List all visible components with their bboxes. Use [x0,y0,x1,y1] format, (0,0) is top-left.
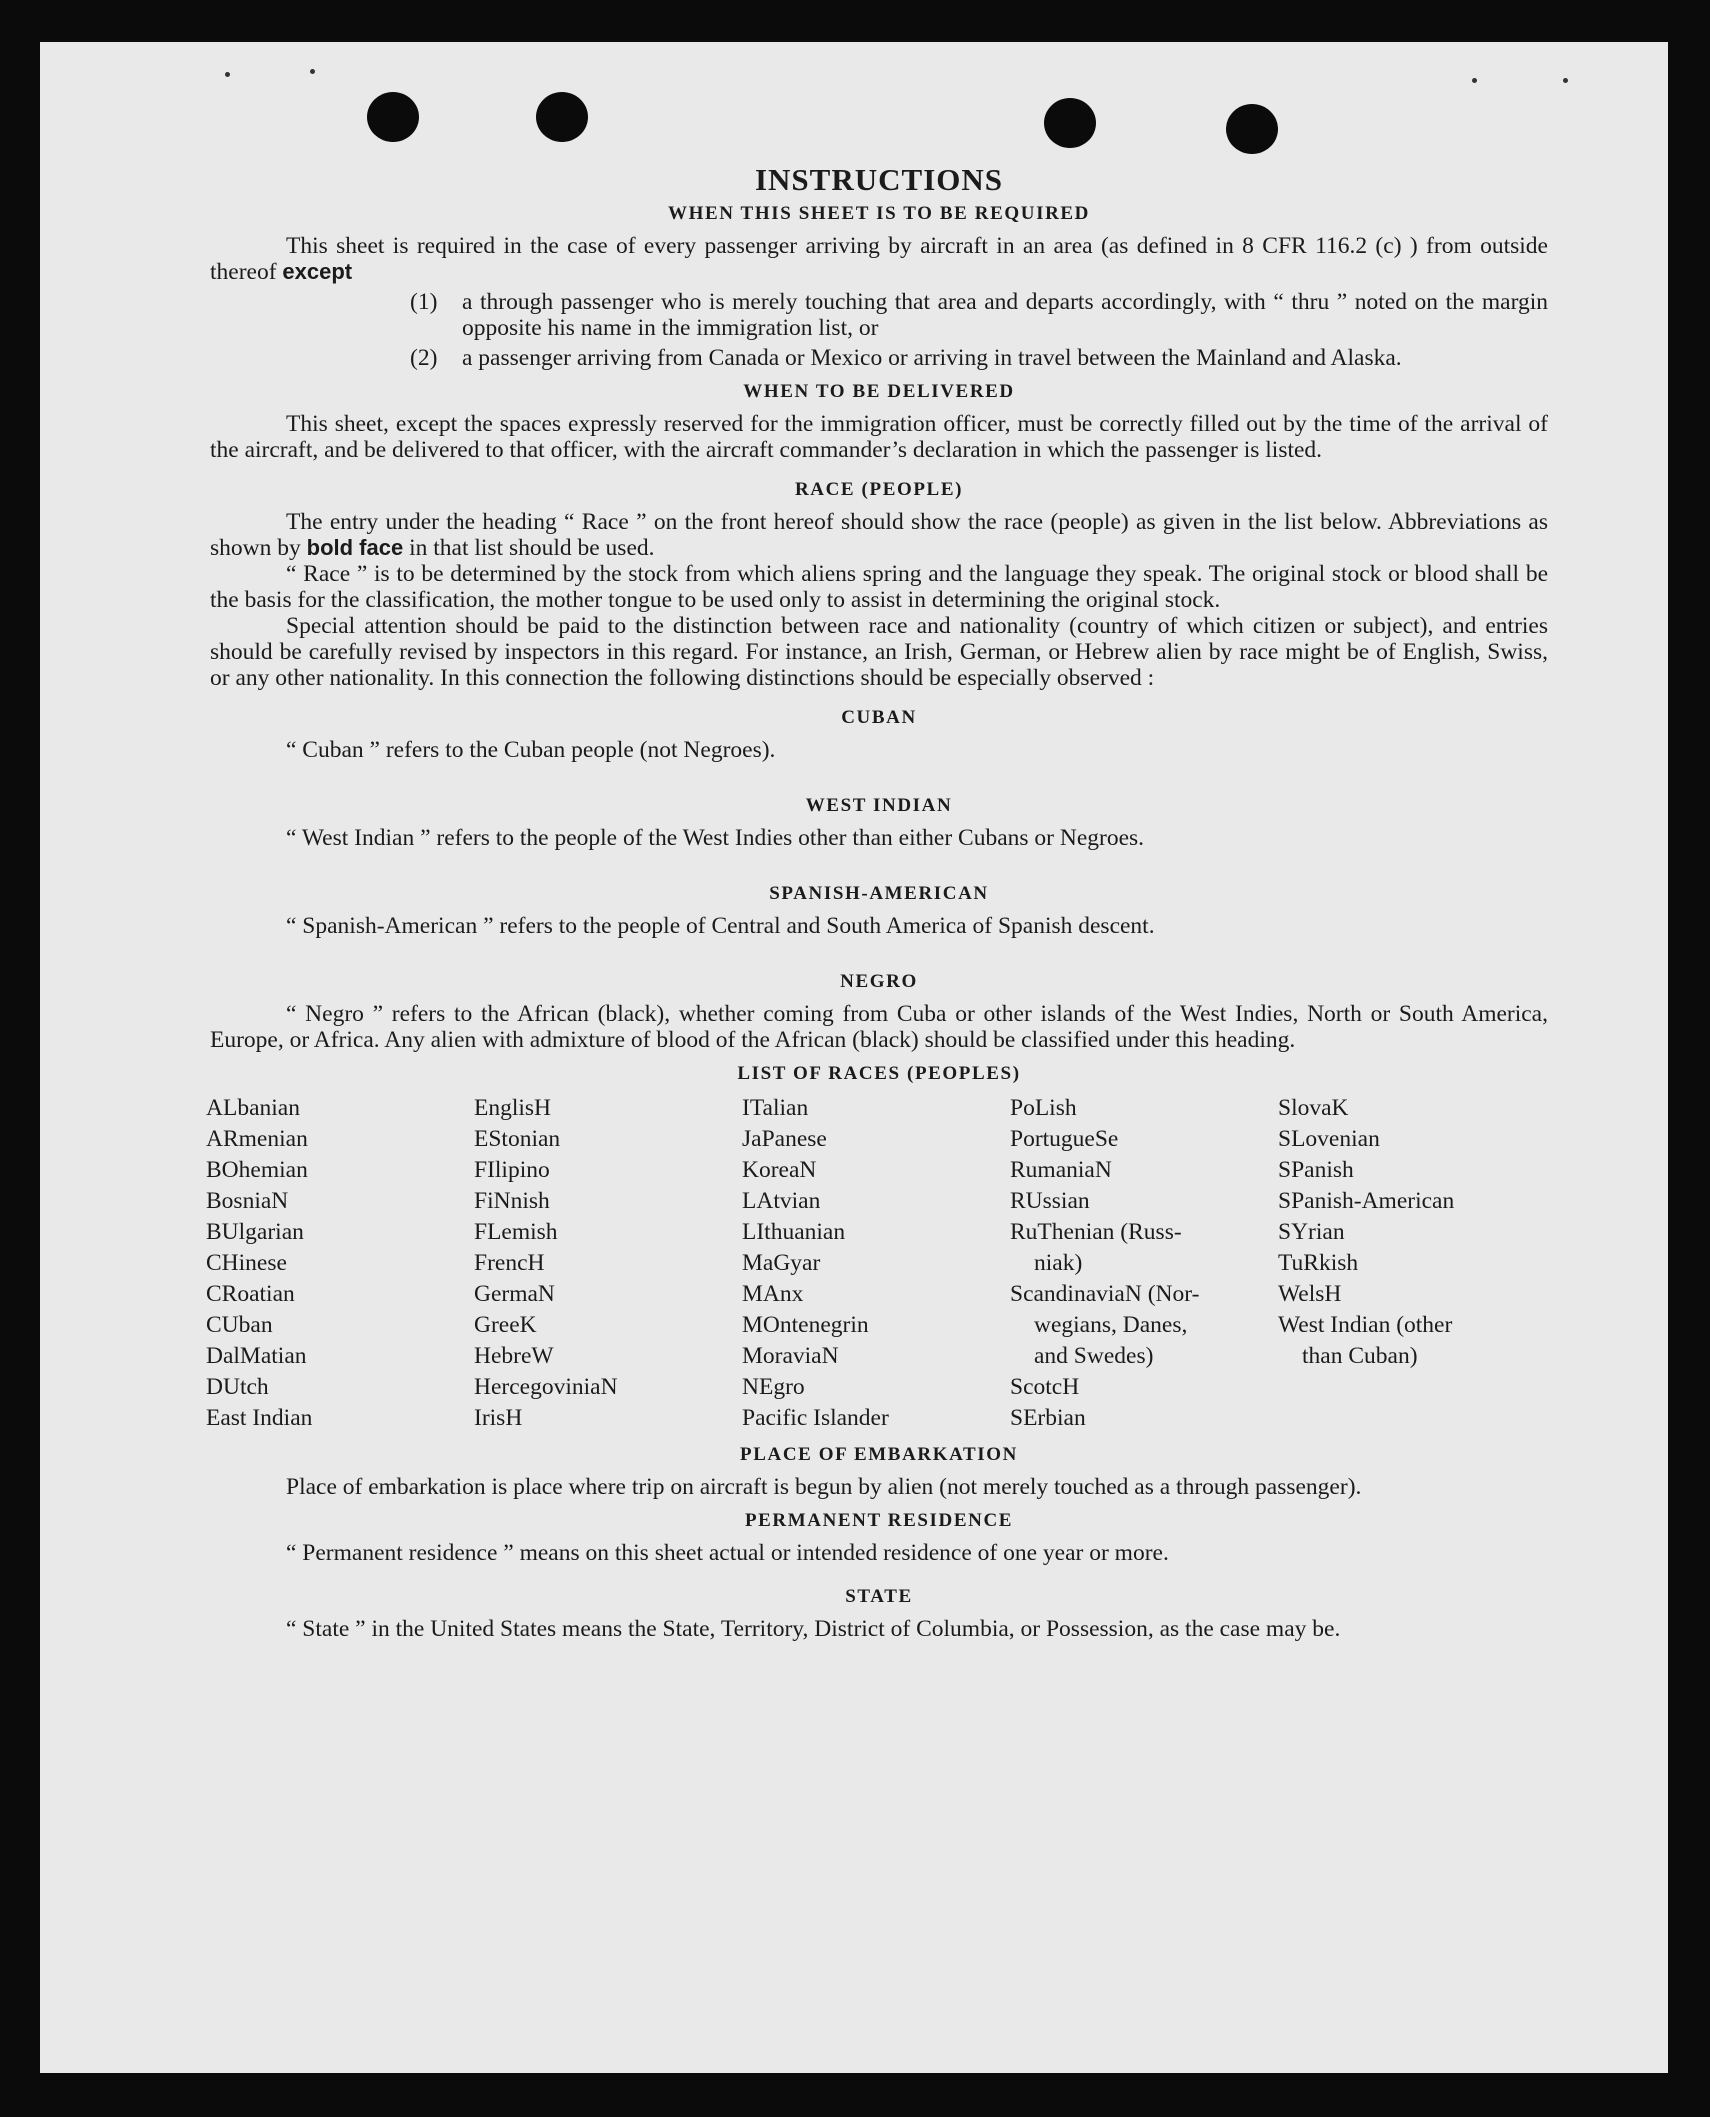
race-entry: CUban [206,1312,273,1338]
negro-text: “ Negro ” refers to the African (black), whether coming from Cuba or other islands of the West Indies, North or South America, Europe, or Africa. Any alien with admixture of blood of the African (black) should be classified under this heading. [210,1001,1548,1053]
section-heading-cuban: CUBAN [841,707,917,728]
race-entry: MoraviaN [742,1343,839,1369]
races-list [206,1093,1548,1434]
race-entry-continuation: than Cuban) [1302,1343,1418,1369]
race-entry: LIthuanian [742,1219,846,1245]
race-entry: East Indian [206,1405,313,1431]
races-column [206,1093,474,1434]
punch-hole [367,92,419,142]
race-entry: GreeK [474,1312,537,1338]
dust-speck [310,69,315,74]
dust-speck [225,72,230,77]
race-entry: SlovaK [1278,1095,1349,1121]
race-entry: WelsH [1278,1281,1342,1307]
dust-speck [1563,78,1568,83]
race-paragraph-3: Special attention should be paid to the distinction between race and nationality (country of which citizen or subject), and entries should be carefully revised by inspectors in this regard. For instance, an Irish, German, or Hebrew alien by race might be of English, Swiss, or any other nationality. In this connection the following distinctions should be especially observed : [210,613,1548,691]
item-number: (1) [410,289,438,315]
item-text: a through passenger who is merely touching that area and departs accordingly, with “ thru ” noted on the margin opposite his name in the immigration list, or [462,289,1548,341]
race-entry: SPanish-American [1278,1188,1455,1214]
race-paragraph-2: “ Race ” is to be determined by the stock from which aliens spring and the language they speak. The original stock or blood shall be the basis for the classification, the mother tongue to be used only to assist in determining the original stock. [210,561,1548,613]
page-title: INSTRUCTIONS [754,162,1003,197]
race-entry: ScandinaviaN (Nor- [1010,1281,1200,1307]
race-entry: CHinese [206,1250,287,1276]
race-entry: BOhemian [206,1157,308,1183]
race-entry: CRoatian [206,1281,295,1307]
document-sheet [40,42,1668,2073]
race-entry: FIlipino [474,1157,550,1183]
races-column [1278,1093,1544,1434]
race-entry: HebreW [474,1343,554,1369]
exception-list [410,289,1548,371]
race-entry: ARmenian [206,1126,308,1152]
race-entry: Pacific Islander [742,1405,889,1431]
race-entry: JaPanese [742,1126,827,1152]
punch-hole [536,92,588,142]
race-entry: DUtch [206,1374,269,1400]
race-entry: SErbian [1010,1405,1086,1431]
race-entry: RuThenian (Russ- [1010,1219,1182,1245]
dust-speck [1472,78,1477,83]
race-p1-bold: bold face [306,535,404,560]
race-entry: KoreaN [742,1157,817,1183]
race-entry: FLemish [474,1219,558,1245]
race-entry: PortugueSe [1010,1126,1119,1152]
race-entry: TuRkish [1278,1250,1359,1276]
race-entry-continuation: wegians, Danes, [1034,1312,1188,1338]
race-p1-text: The entry under the heading “ Race ” on the front hereof should show the race (people) as given in the list below. Abbreviations as shown by [210,509,1548,561]
exception-item [410,345,1548,371]
section-heading-state: STATE [845,1586,913,1607]
race-entry-continuation: niak) [1034,1250,1083,1276]
race-entry: FiNnish [474,1188,550,1214]
embarkation-text: Place of embarkation is place where trip on aircraft is begun by alien (not merely touched as a through passenger). [286,1474,1362,1500]
race-entry: SPanish [1278,1157,1354,1183]
race-entry: SYrian [1278,1219,1345,1245]
race-entry: HercegoviniaN [474,1374,618,1400]
section-heading-list-of-races: LIST OF RACES (PEOPLES) [737,1063,1021,1084]
intro-text: This sheet is required in the case of every passenger arriving by aircraft in an area (as defined in 8 CFR 116.2 (c) ) from outside thereof [210,233,1548,285]
section-heading-west-indian: WEST INDIAN [805,795,953,816]
race-entry: GermaN [474,1281,555,1307]
item-number: (2) [410,345,438,371]
race-entry: DalMatian [206,1343,307,1369]
race-entry: ITalian [742,1095,809,1121]
exception-item [410,289,1548,341]
when-required-intro [210,233,1548,285]
race-p1-tail: in that list should be used. [403,535,655,561]
race-entry: ALbanian [206,1095,300,1121]
race-entry: MAnx [742,1281,804,1307]
race-entry: EStonian [474,1126,561,1152]
spanish-american-text: “ Spanish-American ” refers to the people of Central and South America of Spanish descent. [286,913,1155,939]
race-entry: ScotcH [1010,1374,1080,1400]
race-paragraph-1 [210,509,1548,561]
races-column [474,1093,742,1434]
section-heading-spanish-american: SPANISH-AMERICAN [769,883,989,904]
when-delivered-text: This sheet, except the spaces expressly reserved for the immigration officer, must be correctly filled out by the time of the arrival of the aircraft, and be delivered to that officer, with the aircraft commander’s declaration in which the passenger is listed. [210,411,1548,463]
cuban-text: “ Cuban ” refers to the Cuban people (not Negroes). [286,737,776,763]
race-entry: LAtvian [742,1188,821,1214]
instructions-content [206,162,1548,1642]
race-entry: RUssian [1010,1188,1090,1214]
race-entry: EnglisH [474,1095,552,1121]
item-text: a passenger arriving from Canada or Mexico or arriving in travel between the Mainland and Alaska. [462,345,1402,371]
section-heading-residence: PERMANENT RESIDENCE [744,1510,1014,1531]
race-entry: BosniaN [206,1188,289,1214]
races-column [742,1093,1010,1434]
section-heading-race: RACE (PEOPLE) [794,479,964,500]
punch-hole [1044,98,1096,148]
race-entry: MOntenegrin [742,1312,869,1338]
race-entry: PoLish [1010,1095,1077,1121]
races-column [1010,1093,1278,1434]
section-heading-negro: NEGRO [840,971,918,992]
section-heading-embarkation: PLACE OF EMBARKATION [740,1444,1018,1465]
race-entry: MaGyar [742,1250,821,1276]
intro-except: except [282,259,353,284]
race-entry: FrencH [474,1250,545,1276]
race-entry: West Indian (other [1278,1312,1453,1338]
section-heading-when-required: WHEN THIS SHEET IS TO BE REQUIRED [667,203,1091,224]
race-entry-continuation: and Swedes) [1034,1343,1154,1369]
punch-hole [1226,104,1278,154]
section-heading-when-delivered: WHEN TO BE DELIVERED [743,381,1015,402]
race-entry: SLovenian [1278,1126,1380,1152]
west-indian-text: “ West Indian ” refers to the people of the West Indies other than either Cubans or Negroes. [286,825,1145,851]
race-entry: BUlgarian [206,1219,304,1245]
race-entry: NEgro [742,1374,805,1400]
race-entry: RumaniaN [1010,1157,1112,1183]
race-entry: IrisH [474,1405,523,1431]
residence-text: “ Permanent residence ” means on this sheet actual or intended residence of one year or more. [286,1540,1169,1566]
state-text: “ State ” in the United States means the State, Territory, District of Columbia, or Possession, as the case may be. [286,1616,1341,1642]
